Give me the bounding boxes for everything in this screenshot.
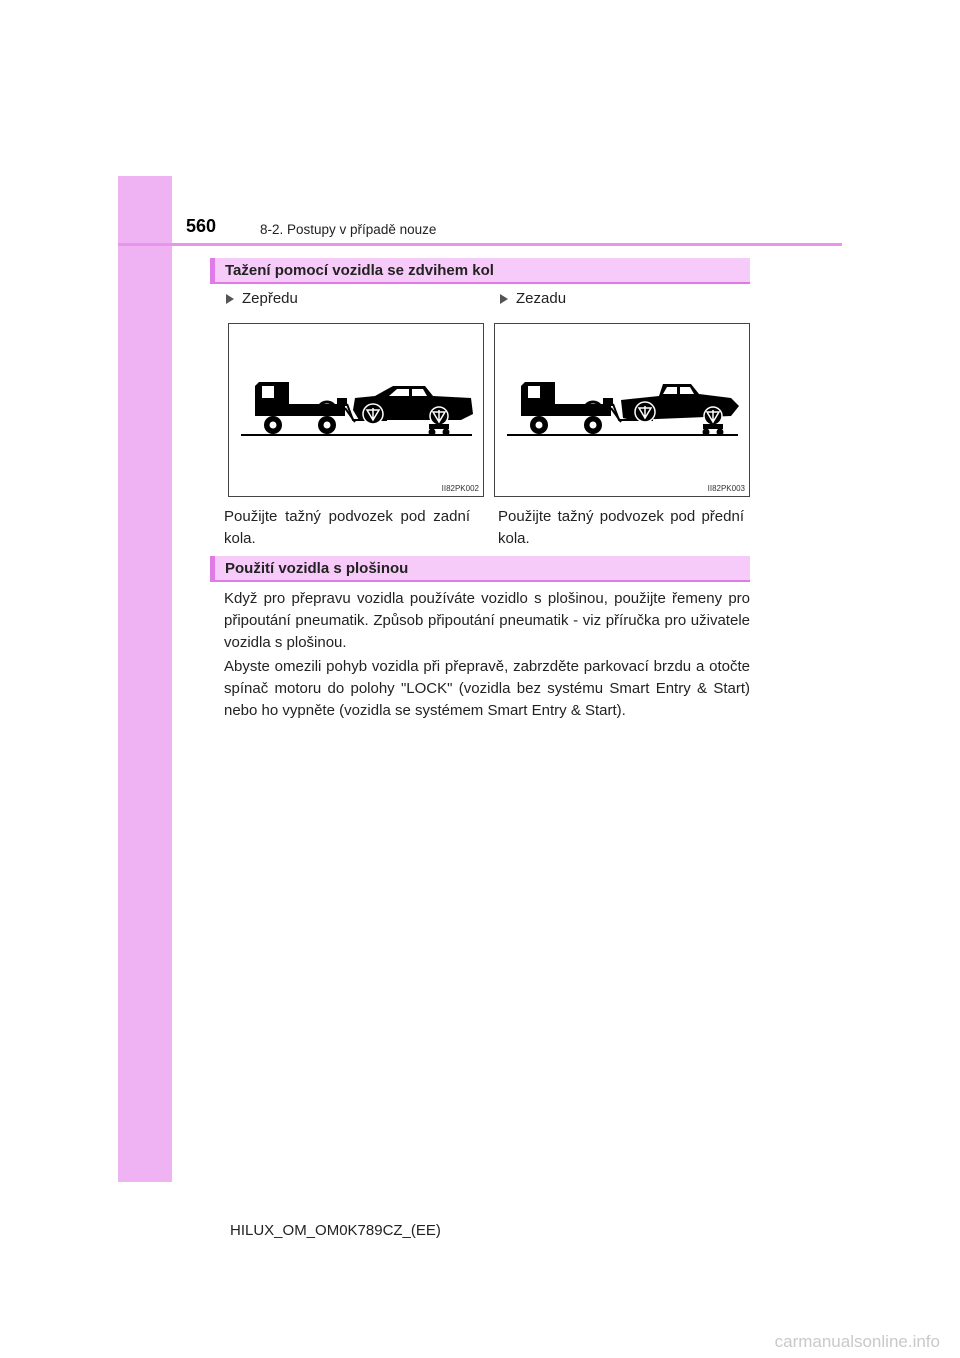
subtitle-front — [226, 290, 298, 307]
header-divider — [118, 243, 842, 246]
caption-front: Použijte tažný podvozek pod zadní kola. — [224, 508, 470, 547]
figure-code: II82PK003 — [707, 484, 745, 493]
figure-code: II82PK002 — [441, 484, 479, 493]
paragraph-flatbed-straps: Když pro přepravu vozidla používáte vozidlo s plošinou, použijte řemeny pro připoutání pneumatik. Způsob připoutání pneumatik - viz příručka pro uživatele vozidla s plošinou. — [224, 590, 750, 651]
heading-flatbed: Použití vozidla s plošinou — [210, 556, 750, 582]
watermark: carmanualsonline.info — [774, 1332, 940, 1351]
tow-truck-illustration-icon — [495, 324, 749, 496]
subtitle-rear-label: Zezadu — [516, 290, 567, 307]
subtitle-front-label: Zepředu — [242, 290, 298, 307]
section-title: 8-2. Postupy v případě nouze — [260, 222, 437, 237]
bullet-triangle-icon — [226, 294, 234, 304]
page-number: 560 — [186, 216, 217, 236]
bullet-triangle-icon — [500, 294, 508, 304]
model-code: HILUX_OM_OM0K789CZ_(EE) — [230, 1222, 441, 1239]
caption-rear: Použijte tažný podvozek pod přední kola. — [498, 508, 744, 547]
heading-wheel-lift: Tažení pomocí vozidla se zdvihem kol — [210, 258, 750, 284]
figure-front-towing — [228, 323, 484, 497]
figure-rear-towing — [494, 323, 750, 497]
paragraph-flatbed-brake: Abyste omezili pohyb vozidla při přepravě, zabrzděte parkovací brzdu a otočte spínač motoru do polohy "LOCK" (vozidla bez systému Smart Entry & Start) nebo ho vypněte (vozidla se systémem Smart Entry & Start). — [224, 658, 750, 719]
subtitle-rear — [500, 290, 566, 307]
side-tab — [118, 176, 172, 1182]
tow-truck-illustration-icon — [229, 324, 483, 496]
